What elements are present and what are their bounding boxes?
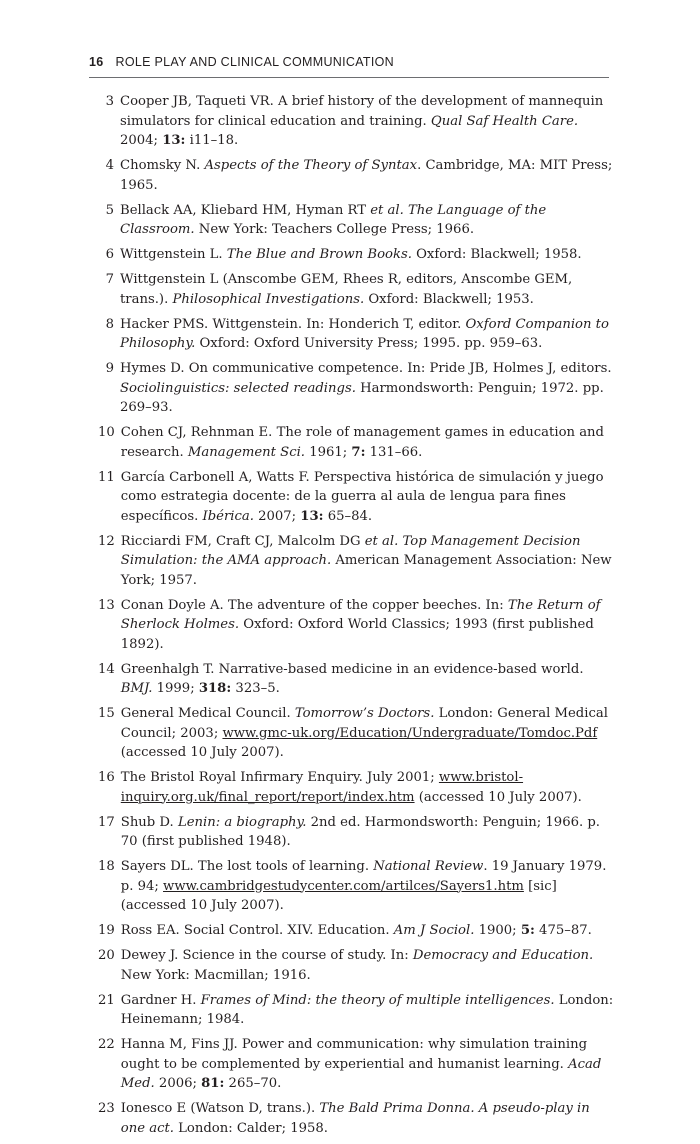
reference-number: 8 [105, 316, 114, 332]
reference-text [120, 315, 618, 354]
reference-item [98, 660, 618, 699]
reference-item [98, 201, 618, 240]
reference-item [98, 1035, 618, 1094]
reference-text-segment: National Review [373, 859, 484, 874]
reference-text-segment: 323–5. [231, 681, 280, 696]
reference-text-segment: Sayers DL. The lost tools of learning. [120, 859, 374, 874]
reference-text [121, 1099, 618, 1138]
reference-text-segment: 265–70. [224, 1076, 282, 1091]
reference-text-segment: i11–18. [185, 133, 239, 148]
reference-number: 4 [105, 158, 114, 173]
reference-text [121, 946, 618, 985]
reference-item [98, 991, 618, 1030]
reference-number: 15 [98, 706, 115, 721]
reference-number: 16 [98, 770, 115, 785]
reference-text-segment: Oxford: Blackwell; 1953. [364, 291, 534, 307]
reference-url: www.gmc-uk.org/Education/Undergraduate/Tomdoc.Pdf [222, 725, 598, 741]
reference-text [120, 92, 618, 151]
reference-text-segment: Wittgenstein L (Anscombe GEM, Rhees R, editors, Anscombe GEM, trans.). [120, 272, 573, 307]
reference-text-segment: (accessed 10 July 2007). [120, 745, 284, 760]
reference-text-segment: Oxford: Oxford World Classics; 1993 (first published 1892). [120, 617, 594, 652]
reference-text-segment: Greenhalgh T. Narrative-based medicine in an evidence-based world. [120, 661, 584, 677]
reference-text-segment: The Bald Prima Donna. A pseudo-play in one act. [120, 1101, 590, 1136]
reference-number: 22 [98, 1037, 115, 1052]
reference-text-segment: The Bristol Royal Infirmary Enquiry. July 2001; [120, 770, 439, 785]
reference-text-segment: Shub D. [120, 814, 178, 830]
reference-item [98, 92, 618, 151]
reference-text-segment: Hacker PMS. Wittgenstein. In: Honderich T, editor. [120, 316, 466, 332]
reference-item [98, 1099, 618, 1138]
reference-item [98, 768, 618, 807]
reference-text-segment: Harmondsworth: Penguin; 1972. pp. 269–93. [120, 380, 604, 415]
reference-text-segment: London: Calder; 1958. [173, 1120, 328, 1136]
reference-item [98, 245, 618, 265]
reference-url: www.cambridgestudycenter.com/artilces/Sayers1.htm [163, 878, 524, 894]
reference-text-segment: Ibérica. [202, 508, 254, 524]
reference-text-segment: 13: [162, 133, 186, 148]
running-title: ROLE PLAY AND CLINICAL COMMUNICATION [115, 55, 394, 69]
reference-text-segment: Sociolinguistics: selected readings. [120, 380, 356, 396]
reference-text-segment: Bellack AA, Kliebard HM, Hyman RT [120, 202, 371, 218]
reference-item [98, 315, 618, 354]
reference-list [98, 92, 618, 1144]
reference-text-segment: 7: [351, 444, 366, 460]
reference-text-segment: London: Heinemann; 1984. [120, 992, 614, 1027]
reference-text-segment: London: General Medical Council; 2003; [120, 706, 608, 741]
reference-text [121, 813, 618, 852]
reference-text [120, 156, 618, 195]
reference-text-segment: BMJ. [120, 681, 153, 696]
reference-text-segment: 1961; [305, 444, 352, 460]
reference-text-segment: Chomsky N. [120, 158, 205, 173]
reference-text [121, 468, 618, 527]
reference-text-segment: Dewey J. Science in the course of study. In: [120, 948, 413, 963]
reference-text [121, 991, 618, 1030]
reference-text-segment: Democracy and Education. [412, 948, 594, 963]
reference-number: 5 [105, 202, 114, 218]
reference-text-segment: Hanna M, Fins JJ. Power and communication: why simulation training ought to be complemented by experiential and humanist learning. [120, 1037, 588, 1072]
reference-text [120, 201, 618, 240]
reference-text-segment: General Medical Council. [120, 706, 295, 721]
reference-text-segment: 5: [520, 923, 535, 938]
reference-number: 23 [98, 1101, 115, 1116]
reference-text-segment: 2007; [253, 508, 301, 524]
reference-text-segment: Cohen CJ, Rehnman E. The role of management games in education and research. [120, 425, 604, 460]
reference-text-segment: Wittgenstein L. [120, 247, 227, 262]
reference-text-segment: Qual Saf Health Care. [430, 113, 579, 129]
reference-text [121, 857, 618, 916]
page-number: 16 [89, 55, 104, 69]
reference-number: 19 [98, 923, 115, 938]
reference-item [98, 532, 618, 591]
reference-text-segment: . 19 January 1979. p. 94; [120, 859, 607, 894]
reference-text-segment: Ross EA. Social Control. XIV. Education. [120, 923, 394, 938]
reference-number: 20 [98, 948, 115, 963]
reference-number: 21 [98, 992, 115, 1008]
reference-text-segment: 1999; [152, 681, 199, 696]
reference-text-segment: Lenin: a biography. [177, 814, 307, 830]
reference-text [121, 921, 618, 941]
reference-item [98, 946, 618, 985]
reference-text-segment: García Carbonell A, Watts F. Perspectiva histórica de simulación y juego como estrategia docente: de la guerra al aula de lengua para fines específicos. [120, 469, 604, 524]
reference-item [98, 468, 618, 527]
reference-item [98, 156, 618, 195]
reference-item [98, 704, 618, 763]
reference-number: 3 [105, 94, 114, 109]
reference-text-segment: Oxford Companion to Philosophy. [120, 316, 609, 351]
reference-text-segment: Aspects of the Theory of Syntax [204, 158, 418, 173]
reference-text [121, 768, 618, 807]
reference-text-segment: 2004; [120, 133, 163, 148]
reference-text-segment: 13: [300, 508, 324, 524]
reference-text [121, 423, 618, 462]
reference-text-segment: Cooper JB, Taqueti VR. A brief history of the development of mannequin simulators for clinical education and training. [120, 94, 604, 129]
reference-number: 6 [105, 247, 114, 262]
reference-text [121, 532, 618, 591]
reference-text-segment: . Cambridge, MA: MIT Press; 1965. [120, 158, 613, 193]
reference-text-segment: et al. The Language of the Classroom. [120, 202, 547, 237]
reference-text-segment: 1900; [474, 923, 521, 938]
reference-text-segment: 81: [201, 1076, 225, 1091]
reference-text-segment: Hymes D. On communicative competence. In: Pride JB, Holmes J, editors. [120, 361, 612, 376]
reference-text-segment: Oxford: Blackwell; 1958. [411, 247, 582, 262]
reference-text-segment: Acad Med. [120, 1056, 602, 1091]
reference-number: 12 [98, 533, 115, 549]
reference-number: 14 [98, 661, 115, 677]
reference-text-segment: Conan Doyle A. The adventure of the copper beeches. In: [120, 597, 508, 613]
reference-text-segment: 475–87. [534, 923, 592, 938]
reference-number: 10 [98, 425, 115, 440]
reference-text-segment: Ricciardi FM, Craft CJ, Malcolm DG [120, 533, 365, 549]
reference-item [98, 270, 618, 309]
running-header [89, 55, 609, 78]
reference-text [120, 359, 618, 418]
reference-item [98, 359, 618, 418]
reference-text-segment: [sic] (accessed 10 July 2007). [120, 878, 557, 913]
reference-text-segment: (accessed 10 July 2007). [414, 789, 582, 805]
reference-text-segment: Frames of Mind: the theory of multiple intelligences. [200, 992, 555, 1008]
reference-item [98, 857, 618, 916]
reference-text-segment: New York: Teachers College Press; 1966. [194, 222, 475, 237]
reference-text-segment: Tomorrow’s Doctors. [294, 706, 435, 721]
reference-item [98, 921, 618, 941]
reference-text-segment: Ionesco E (Watson D, trans.). [120, 1101, 320, 1116]
reference-number: 11 [98, 469, 115, 485]
reference-number: 9 [105, 361, 114, 376]
reference-text-segment: Philosophical Investigations. [172, 291, 365, 307]
reference-text-segment: The Return of Sherlock Holmes. [120, 597, 601, 632]
reference-text [121, 596, 618, 655]
reference-text-segment: 65–84. [323, 508, 373, 524]
reference-text-segment: American Management Association: New York; 1957. [120, 553, 612, 588]
reference-text-segment: Gardner H. [120, 992, 201, 1008]
reference-text [120, 245, 618, 265]
reference-number: 18 [98, 859, 115, 874]
reference-item [98, 813, 618, 852]
reference-number: 7 [105, 272, 114, 287]
reference-text-segment: 2nd ed. Harmondsworth: Penguin; 1966. p. 70 (first published 1948). [120, 814, 600, 849]
reference-text-segment: et al. Top Management Decision Simulation: the AMA approach. [120, 533, 581, 568]
reference-item [98, 596, 618, 655]
reference-url: www.bristol-inquiry.org.uk/final_report/report/index.htm [120, 770, 524, 805]
reference-text-segment: Management Sci. [187, 444, 305, 460]
reference-number: 17 [98, 814, 115, 830]
reference-text [121, 1035, 618, 1094]
reference-text-segment: New York: Macmillan; 1916. [120, 967, 311, 983]
reference-text [120, 270, 618, 309]
reference-text-segment: Am J Sociol. [393, 923, 475, 938]
reference-text-segment: 318: [198, 681, 232, 696]
reference-text-segment: The Blue and Brown Books. [226, 247, 412, 262]
reference-text [121, 660, 618, 699]
reference-text [121, 704, 618, 763]
reference-text-segment: 131–66. [365, 444, 423, 460]
reference-text-segment: Oxford: Oxford University Press; 1995. pp. 959–63. [195, 336, 543, 351]
reference-text-segment: 2006; [154, 1076, 202, 1091]
reference-number: 13 [98, 597, 115, 613]
reference-item [98, 423, 618, 462]
